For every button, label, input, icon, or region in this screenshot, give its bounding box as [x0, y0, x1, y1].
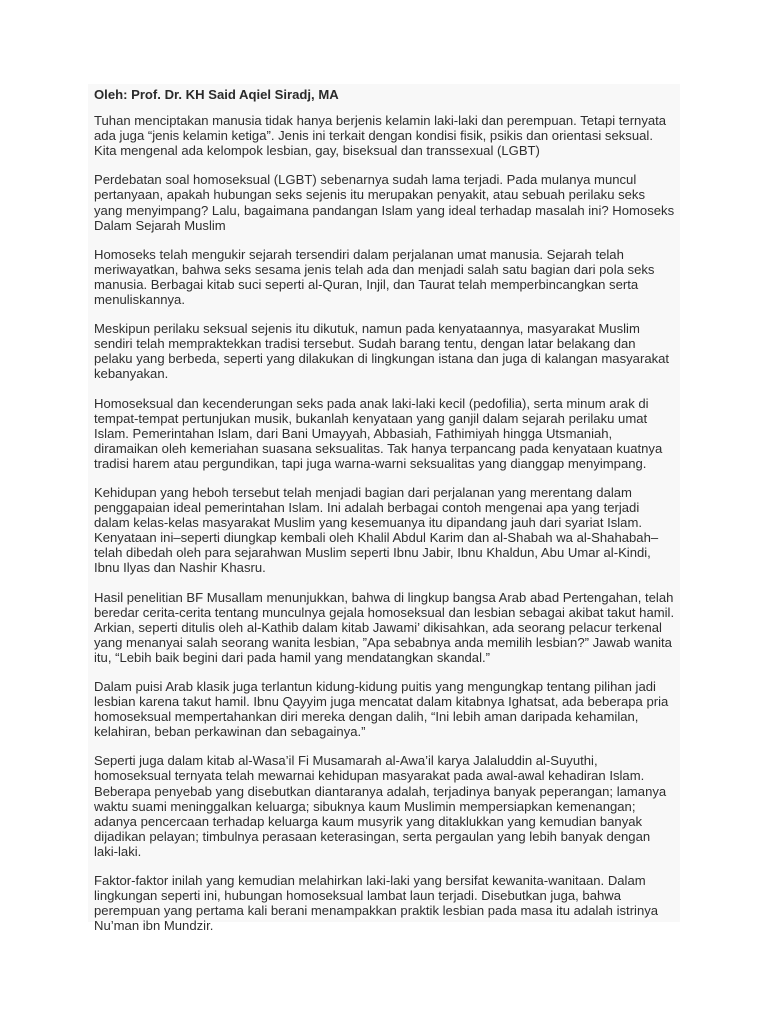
- author-line: Oleh: Prof. Dr. KH Said Aqiel Siradj, MA: [94, 87, 339, 102]
- paragraph: Seperti juga dalam kitab al-Wasa’il Fi Musamarah al-Awa’il karya Jalaluddin al-Suyuthi, homoseksual ternyata telah mewarnai kehidupan masyarakat pada awal-awal kehadiran Islam. Beberapa penyebab yang disebutkan diantaranya adalah, terjadinya banyak peperangan; lamanya waktu suami meninggalkan keluarga; sibuknya kaum Muslimin mempersiapkan kemenangan; adanya pencercaan terhadap keluarga kaum musyrik yang ditaklukkan yang kemudian banyak dijadikan pelayan; timbulnya perasaan keterasingan, serta pergaulan yang lebih banyak dengan laki-laki.: [94, 753, 667, 859]
- paragraph: Hasil penelitian BF Musallam menunjukkan, bahwa di lingkup bangsa Arab abad Pertengahan, telah beredar cerita-cerita tentang munculnya gejala homoseksual dan lesbian sebagai akibat takut hamil. Arkian, seperti ditulis oleh al-Kathib dalam kitab Jawami’ dikisahkan, ada seorang pelacur terkenal yang menanyai salah seorang wanita lesbian, ”Apa sebabnya anda memilih lesbian?” Jawab wanita itu, “Lebih baik begini dari pada hamil yang mendatangkan skandal.”: [94, 589, 675, 665]
- paragraph: Faktor-faktor inilah yang kemudian melahirkan laki-laki yang bersifat kewanita-wanitaan. Dalam lingkungan seperti ini, hubungan homoseksual lambat laun terjadi. Disebutkan juga, bahwa perempuan yang pertama kali berani menampakkan praktik lesbian pada masa itu adalah istrinya Nu’man ibn Mundzir.: [94, 873, 659, 934]
- paragraph: Meskipun perilaku seksual sejenis itu dikutuk, namun pada kenyataannya, masyarakat Muslim sendiri telah mempraktekkan tradisi tersebut. Sudah barang tentu, dengan latar belakang dan pelaku yang berbeda, seperti yang dilakukan di lingkungan istana dan juga di kalangan masyarakat kebanyakan.: [94, 321, 670, 382]
- paragraph: Tuhan menciptakan manusia tidak hanya berjenis kelamin laki-laki dan perempuan. Tetapi ternyata ada juga “jenis kelamin ketiga”. Jenis ini terkait dengan kondisi fisik, psikis dan orientasi seksual. Kita mengenal ada kelompok lesbian, gay, biseksual dan transsexual (LGBT): [94, 113, 667, 159]
- paragraph: Homoseksual dan kecenderungan seks pada anak laki-laki kecil (pedofilia), serta minum arak di tempat-tempat pertunjukan musik, bukanlah kenyataan yang ganjil dalam sejarah perilaku umat Islam. Pemerintahan Islam, dari Bani Umayyah, Abbasiah, Fathimiyah hingga Utsmaniah, diramaikan oleh kemeriahan suasana seksualitas. Tak hanya terpancang pada kenyataan kuatnya tradisi harem atau pergundikan, tapi juga warna-warni seksualitas yang dianggap menyimpang.: [94, 395, 663, 471]
- paragraph: Perdebatan soal homoseksual (LGBT) sebenarnya sudah lama terjadi. Pada mulanya muncul pertanyaan, apakah hubungan seks sejenis itu merupakan penyakit, atau sebuah perilaku seks yang menyimpang? Lalu, bagaimana pandangan Islam yang ideal terhadap masalah ini? Homoseks Dalam Sejarah Muslim: [94, 172, 675, 233]
- paragraph: Kehidupan yang heboh tersebut telah menjadi bagian dari perjalanan yang merentang dalam penggapaian ideal pemerintahan Islam. Ini adalah berbagai contoh mengenai apa yang terjadi dalam kelas-kelas masyarakat Muslim yang kesemuanya itu dipandang jauh dari syariat Islam. Kenyataan ini–seperti diungkap kembali oleh Khalil Abdul Karim dan al-Shabah wa al-Shahabah–telah dibedah oleh para sejarahwan Muslim seperti Ibnu Jabir, Ibnu Khaldun, Abu Umar al-Kindi, Ibnu Ilyas dan Nashir Khasru.: [94, 484, 659, 576]
- document-page: [88, 84, 680, 934]
- paragraph: Dalam puisi Arab klasik juga terlantun kidung-kidung puitis yang mengungkap tentang pilihan jadi lesbian karena takut hamil. Ibnu Qayyim juga mencatat dalam kitabnya Ighatsat, ada beberapa pria homoseksual mempertahankan diri mereka dengan dalih, “Ini lebih aman daripada kehamilan, kelahiran, beban perkawinan dan sebagainya.”: [94, 679, 669, 740]
- paragraph: Homoseks telah mengukir sejarah tersendiri dalam perjalanan umat manusia. Sejarah telah meriwayatkan, bahwa seks sesama jenis telah ada dan menjadi salah satu bagian dari pola seks manusia. Berbagai kitab suci seperti al-Quran, Injil, dan Taurat telah memperbincangkan serta menuliskannya.: [94, 246, 655, 308]
